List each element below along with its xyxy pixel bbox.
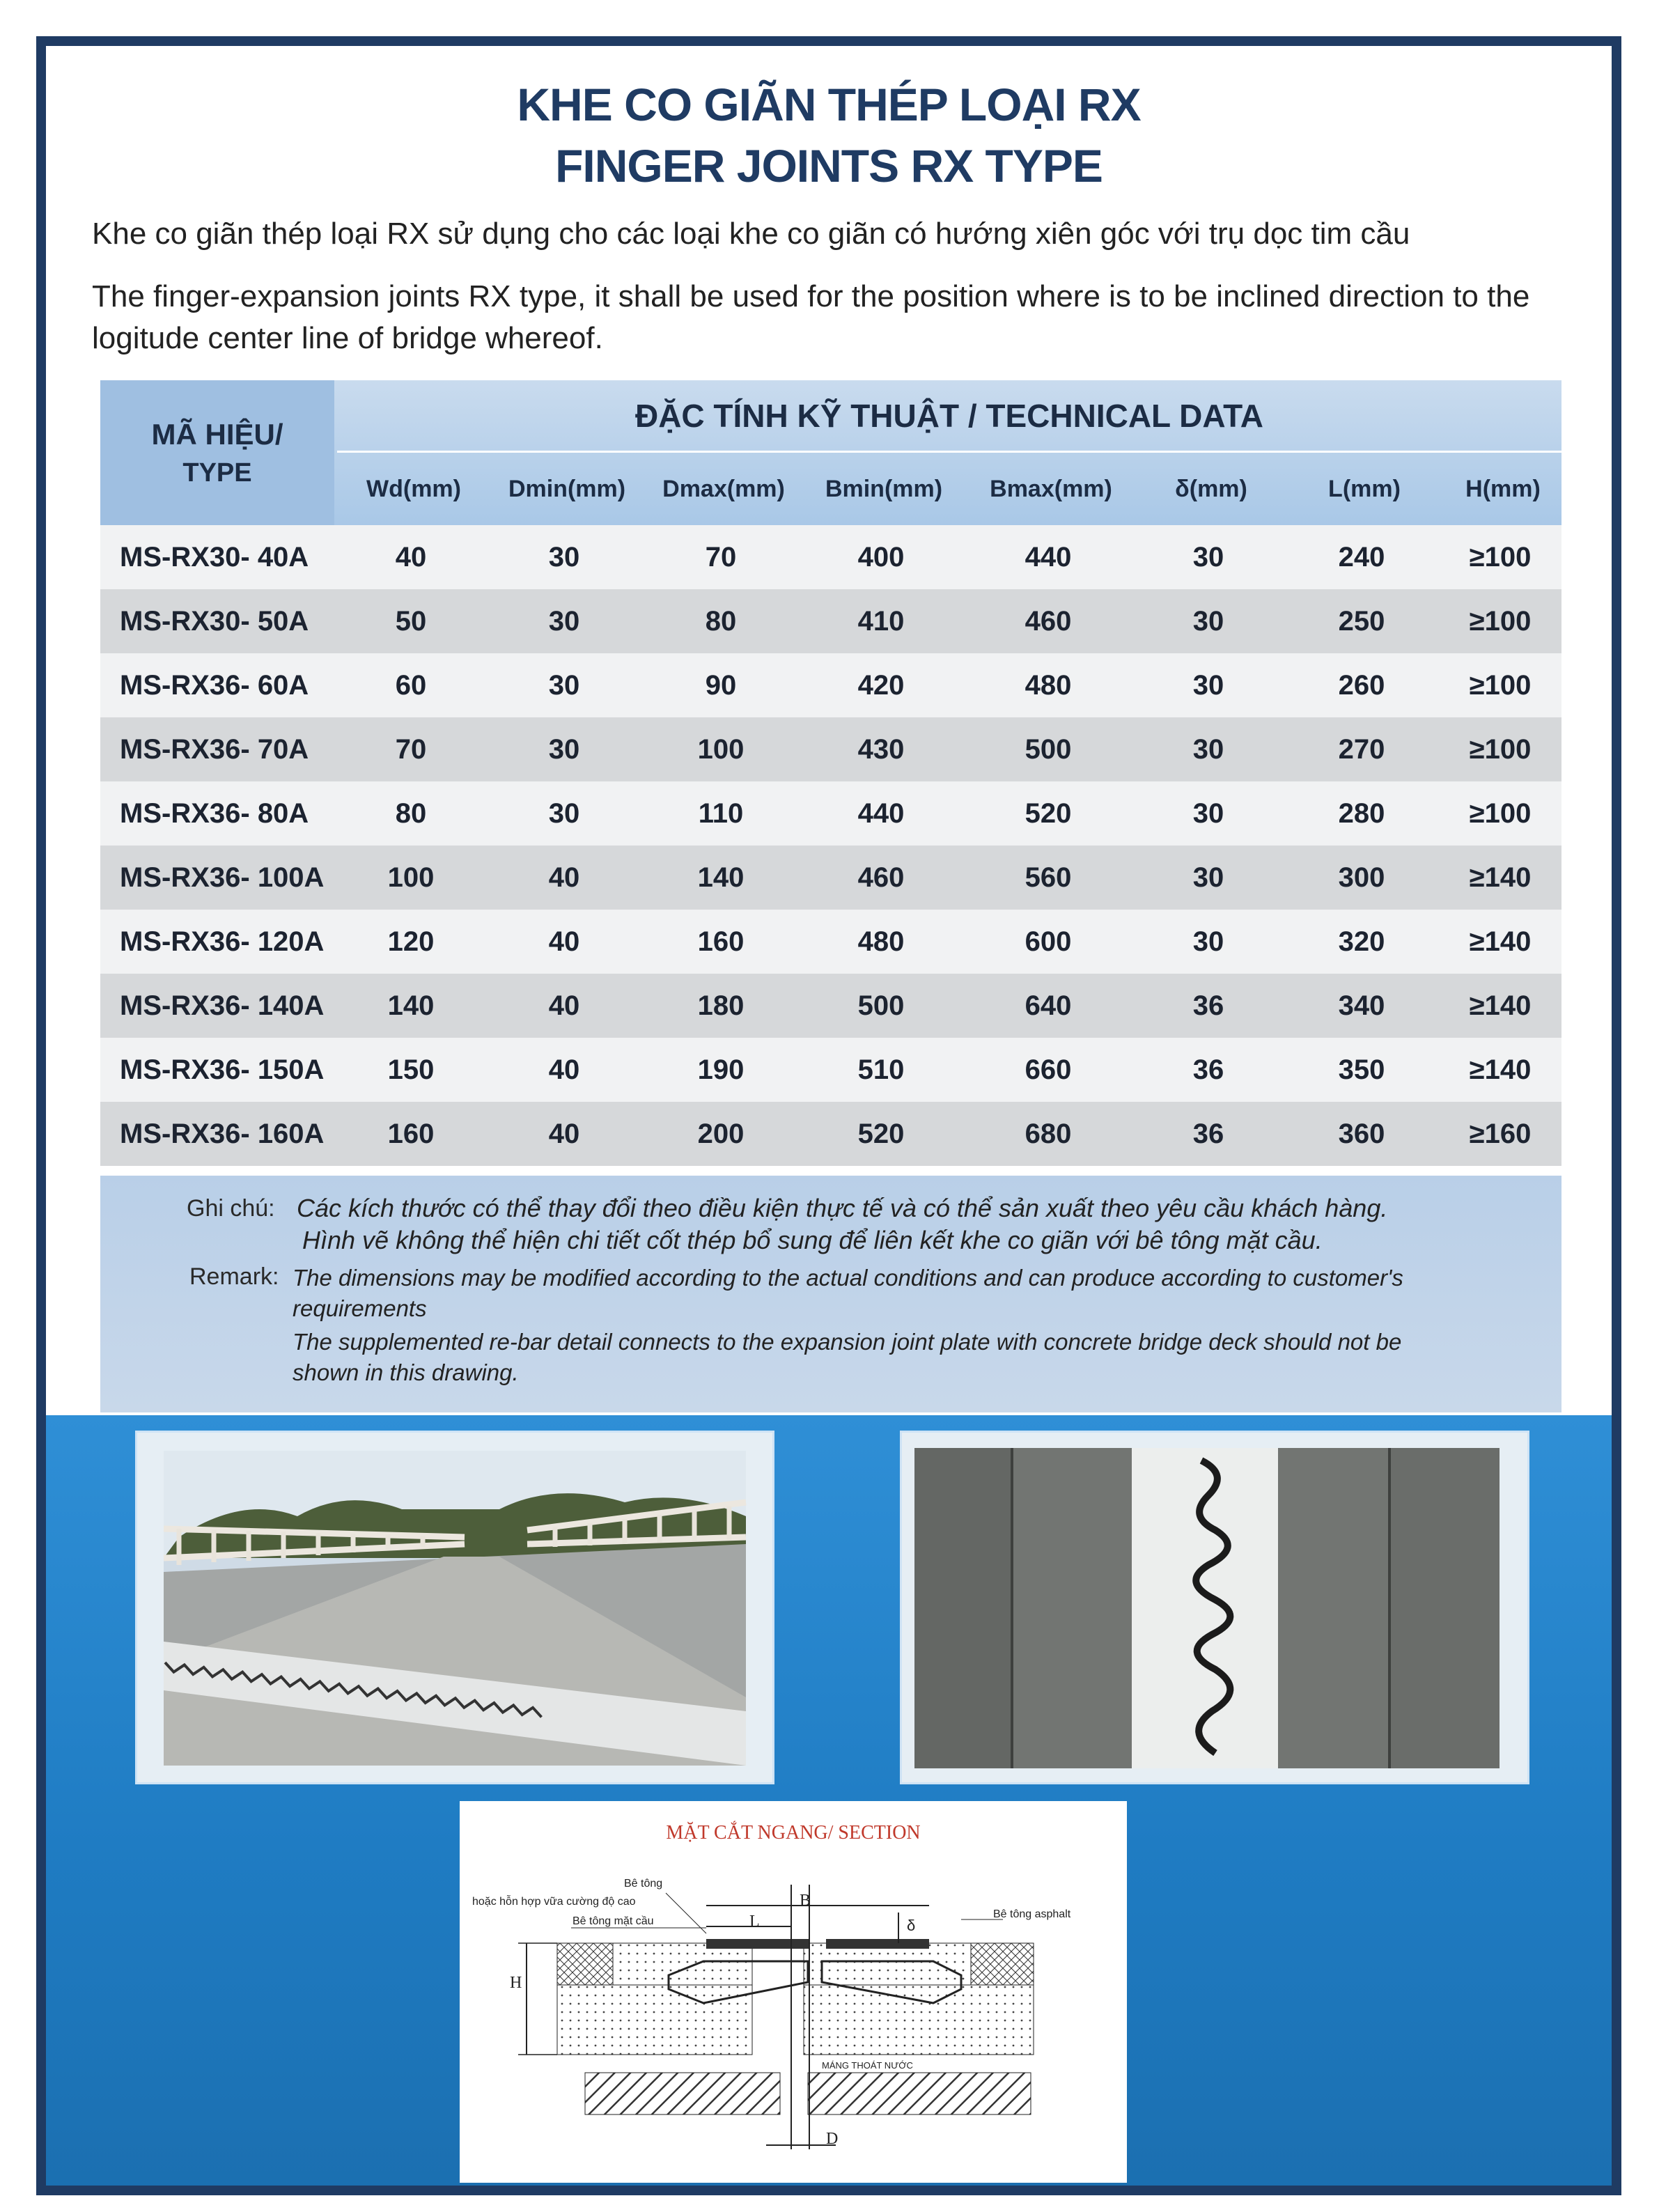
cell-type: MS-RX30- 50A [120, 605, 309, 637]
cell-bmax: 680 [1025, 1118, 1072, 1149]
cell-wd: 100 [387, 862, 435, 893]
cell-bmax: 440 [1025, 541, 1072, 573]
cell-h: ≥140 [1469, 990, 1532, 1021]
cell-h: ≥140 [1469, 862, 1532, 893]
column-header-delta: δ(mm) [1175, 475, 1247, 502]
table-body [100, 525, 1561, 1166]
cell-dmax: 80 [705, 605, 737, 637]
cell-dmax: 180 [697, 990, 745, 1021]
label-mang-thoat-nuoc: MÁNG THOÁT NƯỚC [822, 2060, 913, 2071]
cell-wd: 140 [387, 990, 435, 1021]
label-hon-hop-vua: hoặc hỗn hợp vữa cường độ cao [472, 1896, 636, 1908]
cell-wd: 80 [395, 797, 427, 829]
column-header-h: H(mm) [1465, 475, 1541, 502]
column-headers [337, 453, 1561, 525]
cell-delta: 30 [1192, 797, 1224, 829]
cell-h: ≥100 [1469, 733, 1532, 765]
type-header-cell [100, 380, 334, 525]
page-frame [36, 36, 1621, 2195]
cell-bmax: 660 [1025, 1054, 1072, 1085]
cell-l: 350 [1338, 1054, 1385, 1085]
cell-dmin: 30 [548, 733, 580, 765]
cell-delta: 30 [1192, 926, 1224, 957]
cell-l: 240 [1338, 541, 1385, 573]
cell-delta: 36 [1192, 1118, 1224, 1149]
note-english-1a: The dimensions may be modified according to the actual conditions and can produce according to customer's [293, 1265, 1403, 1291]
note-vietnamese-2: Hình vẽ không thể hiện chi tiết cốt thép bổ sung để liên kết khe co giãn với bê tông mặt cầu. [302, 1226, 1323, 1254]
type-header-line-1: MÃ HIỆU/ [151, 417, 283, 451]
cell-dmax: 160 [697, 926, 745, 957]
cell-dmin: 40 [548, 862, 580, 893]
table-header [100, 380, 1561, 525]
cell-dmax: 100 [697, 733, 745, 765]
table-row [100, 846, 1561, 910]
cell-type: MS-RX30- 40A [120, 541, 309, 573]
cell-wd: 70 [395, 733, 427, 765]
cell-bmax: 460 [1025, 605, 1072, 637]
joint-closeup-photo [900, 1431, 1529, 1784]
cell-l: 270 [1338, 733, 1385, 765]
cell-delta: 30 [1192, 541, 1224, 573]
cell-type: MS-RX36- 80A [120, 797, 309, 829]
cell-dmin: 40 [548, 1118, 580, 1149]
column-header-wd: Wd(mm) [366, 475, 461, 502]
cell-bmin: 460 [857, 862, 905, 893]
cell-dmin: 30 [548, 669, 580, 701]
cell-bmin: 430 [857, 733, 905, 765]
cell-l: 280 [1338, 797, 1385, 829]
cell-h: ≥160 [1469, 1118, 1532, 1149]
table-row [100, 653, 1561, 717]
cell-type: MS-RX36- 70A [120, 733, 309, 765]
title-vietnamese: KHE CO GIÃN THÉP LOẠI RX [517, 79, 1141, 130]
cell-l: 340 [1338, 990, 1385, 1021]
cell-l: 360 [1338, 1118, 1385, 1149]
cell-bmin: 410 [857, 605, 905, 637]
section-drawing [460, 1801, 1127, 2183]
cell-h: ≥100 [1469, 669, 1532, 701]
label-be-tong: Bê tông [624, 1878, 663, 1890]
bridge-deck-photo [135, 1431, 774, 1784]
section-drawing-lines [460, 1801, 1127, 2183]
cell-dmin: 30 [548, 797, 580, 829]
section-title: MẶT CẮT NGANG/ SECTION [666, 1822, 921, 1844]
description-vietnamese: Khe co giãn thép loại RX sử dụng cho các loại khe co giãn có hướng xiên góc với trụ dọc tim cầu [92, 217, 1410, 251]
cell-bmin: 480 [857, 926, 905, 957]
cell-delta: 30 [1192, 733, 1224, 765]
cell-bmin: 510 [857, 1054, 905, 1085]
dimension-d: D [826, 2130, 839, 2148]
dimension-b: B [800, 1892, 811, 1910]
cell-type: MS-RX36- 160A [120, 1118, 325, 1149]
cell-l: 300 [1338, 862, 1385, 893]
note-english-1b: requirements [293, 1295, 427, 1321]
cell-bmax: 600 [1025, 926, 1072, 957]
technical-data-table [100, 380, 1561, 1166]
table-row [100, 1038, 1561, 1102]
cell-bmin: 500 [857, 990, 905, 1021]
cell-wd: 150 [387, 1054, 435, 1085]
column-header-dmax: Dmax(mm) [662, 475, 785, 502]
cell-h: ≥140 [1469, 1054, 1532, 1085]
column-header-bmin: Bmin(mm) [825, 475, 943, 502]
cell-delta: 36 [1192, 1054, 1224, 1085]
table-row [100, 781, 1561, 846]
note-vietnamese-1: Các kích thước có thể thay đổi theo điều kiện thực tế và có thể sản xuất theo yêu cầu khách hàng. [297, 1194, 1388, 1222]
column-header-dmin: Dmin(mm) [508, 475, 626, 502]
cell-dmin: 30 [548, 541, 580, 573]
cell-bmax: 500 [1025, 733, 1072, 765]
cell-type: MS-RX36- 100A [120, 862, 325, 893]
title-english: FINGER JOINTS RX TYPE [555, 140, 1103, 192]
cell-h: ≥100 [1469, 541, 1532, 573]
cell-wd: 50 [395, 605, 427, 637]
dimension-l: L [749, 1913, 760, 1931]
table-row [100, 910, 1561, 974]
cell-bmin: 400 [857, 541, 905, 573]
cell-delta: 30 [1192, 862, 1224, 893]
note-label-vietnamese: Ghi chú: [187, 1195, 275, 1222]
cell-bmax: 560 [1025, 862, 1072, 893]
cell-delta: 30 [1192, 669, 1224, 701]
description-english: The finger-expansion joints RX type, it shall be used for the position where is to be inclined direction to the logitude center line of bridge whereof. [92, 279, 1530, 355]
cell-bmin: 520 [857, 1118, 905, 1149]
cell-h: ≥140 [1469, 926, 1532, 957]
label-be-tong-asphalt: Bê tông asphalt [993, 1908, 1071, 1920]
cell-bmax: 480 [1025, 669, 1072, 701]
cell-wd: 160 [387, 1118, 435, 1149]
joint-closeup-illustration [902, 1433, 1527, 1782]
cell-l: 250 [1338, 605, 1385, 637]
cell-dmax: 200 [697, 1118, 745, 1149]
note-label-english: Remark: [189, 1263, 279, 1290]
cell-dmax: 110 [698, 797, 744, 829]
cell-type: MS-RX36- 120A [120, 926, 325, 957]
table-row [100, 589, 1561, 653]
cell-l: 320 [1338, 926, 1385, 957]
cell-dmin: 40 [548, 990, 580, 1021]
cell-dmax: 140 [697, 862, 745, 893]
cell-dmin: 30 [548, 605, 580, 637]
technical-data-header: ĐẶC TÍNH KỸ THUẬT / TECHNICAL DATA [337, 380, 1561, 453]
cell-h: ≥100 [1469, 605, 1532, 637]
type-header-line-2: TYPE [182, 458, 252, 488]
cell-bmax: 520 [1025, 797, 1072, 829]
cell-dmax: 90 [705, 669, 737, 701]
label-be-tong-mat-cau: Bê tông mặt cầu [573, 1915, 654, 1927]
cell-dmin: 40 [548, 1054, 580, 1085]
cell-dmax: 70 [705, 541, 737, 573]
table-row [100, 1102, 1561, 1166]
notes-box [100, 1176, 1561, 1412]
cell-h: ≥100 [1469, 797, 1532, 829]
table-row [100, 974, 1561, 1038]
dimension-h: H [510, 1974, 522, 1992]
bridge-deck-illustration [137, 1433, 772, 1782]
dimension-delta: δ [907, 1917, 916, 1934]
column-header-l: L(mm) [1328, 475, 1401, 502]
cell-dmax: 190 [697, 1054, 745, 1085]
cell-type: MS-RX36- 60A [120, 669, 309, 701]
table-row [100, 717, 1561, 781]
note-english-2a: The supplemented re-bar detail connects to the expansion joint plate with concrete bridge deck should not be [293, 1329, 1402, 1355]
cell-bmax: 640 [1025, 990, 1072, 1021]
cell-dmin: 40 [548, 926, 580, 957]
cell-wd: 120 [387, 926, 435, 957]
note-english-2b: shown in this drawing. [293, 1360, 519, 1385]
column-header-bmax: Bmax(mm) [990, 475, 1112, 502]
cell-type: MS-RX36- 140A [120, 990, 325, 1021]
cell-l: 260 [1338, 669, 1385, 701]
table-row [100, 525, 1561, 589]
cell-delta: 30 [1192, 605, 1224, 637]
cell-delta: 36 [1192, 990, 1224, 1021]
cell-bmin: 420 [857, 669, 905, 701]
cell-type: MS-RX36- 150A [120, 1054, 325, 1085]
cell-bmin: 440 [857, 797, 905, 829]
cell-wd: 40 [395, 541, 427, 573]
cell-wd: 60 [395, 669, 427, 701]
